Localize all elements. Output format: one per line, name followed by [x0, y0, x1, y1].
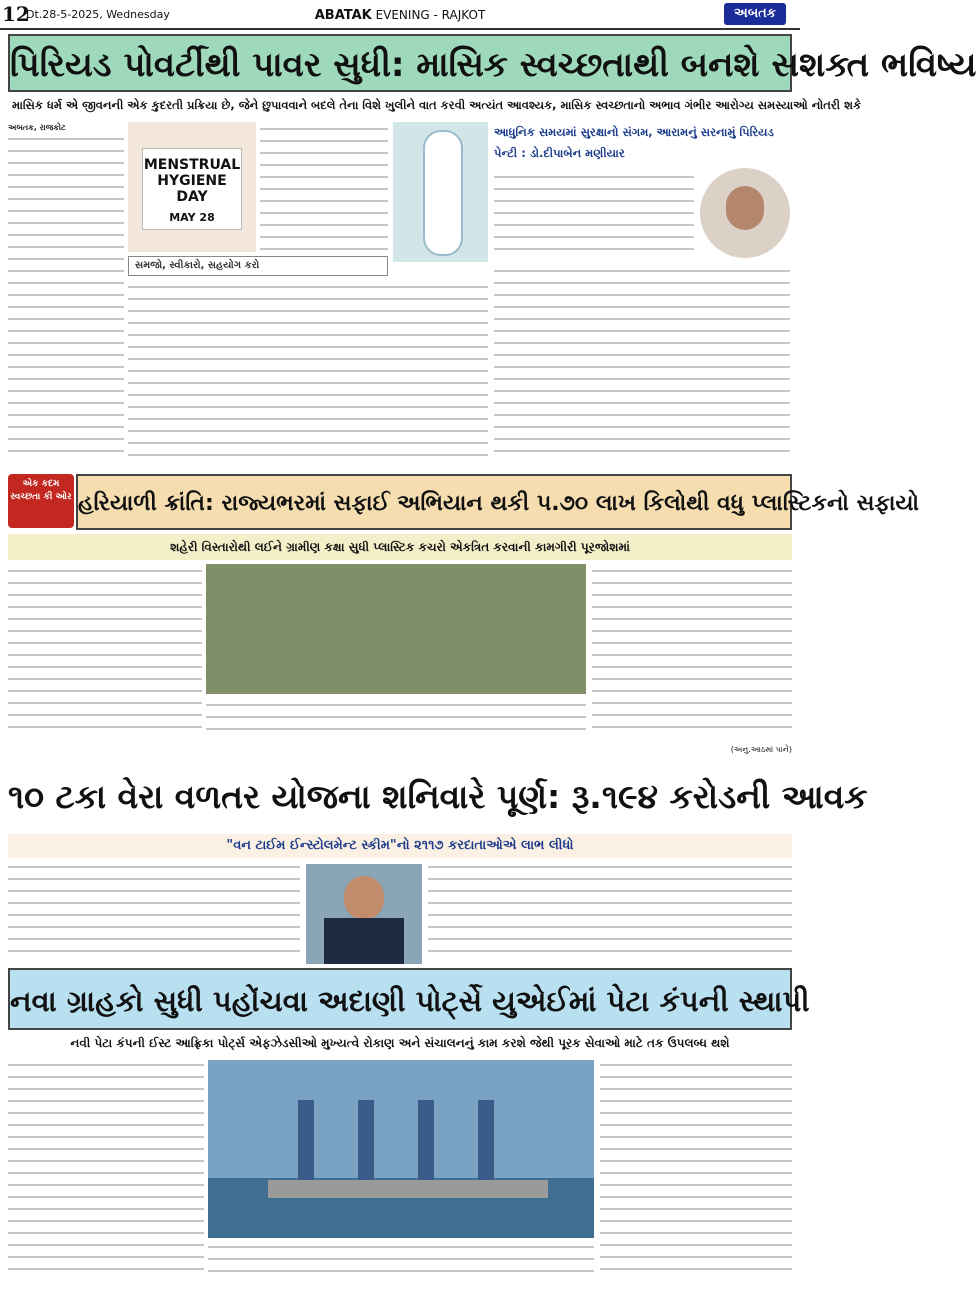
sanitary-pad-image: [393, 122, 488, 262]
story1-column-2: [260, 122, 388, 252]
cleanup-drive-photo: [206, 564, 586, 694]
menstrual-hygiene-day-image: [128, 122, 256, 252]
mhd-date: MAY 28: [169, 211, 215, 224]
masthead: [0, 0, 800, 30]
story4-column-1: [8, 1060, 204, 1282]
story3-subhead: "વન ટાઈમ ઈન્સ્ટોલમેન્ટ સ્કીમ"નો ૨૧૧૭ કરદાતાઓએ લાભ લીધો: [8, 834, 792, 858]
story1-column-4: [128, 282, 488, 462]
story2-subhead: શહેરી વિસ્તારોથી લઈને ગ્રામીણ કક્ષા સુધી પ્લાસ્ટિક કચરો એકત્રિત કરવાની કામગીરી પૂરજોશમાં: [8, 534, 792, 560]
paper-logo: અબતક: [724, 3, 786, 25]
story1-subhead: આધુનિક સમયમાં સુરક્ષાનો સંગમ, આરામનું સરનામું પિરિયડ પેન્ટી : ડો.દીપાબેન મણીયાર: [494, 125, 774, 160]
story1-column-1: [8, 122, 124, 462]
story3-headline: ૧૦ ટકા વેરા વળતર યોજના શનિવારે પૂર્ણ: રૂ.૧૯૪ કરોડની આવક: [8, 762, 792, 832]
story1-headline: પિરિયડ પોવર્ટીથી પાવર સુધી: માસિક સ્વચ્છતાથી બનશે સશક્ત ભવિષ્ય: [8, 34, 792, 92]
issue-date: Dt.28-5-2025, Wednesday: [26, 8, 170, 21]
story4-column-3: [600, 1060, 792, 1282]
edition: EVENING - RAJKOT: [375, 8, 486, 22]
story2-column-2: [206, 700, 586, 744]
doctor-portrait: [700, 168, 790, 258]
story1-box-caption: સમજો, સ્વીકારો, સહયોગ કરો: [128, 256, 388, 276]
story1-column-5: [494, 266, 790, 462]
story4-column-2: [208, 1242, 594, 1282]
page-number: 12: [2, 2, 30, 26]
story2-tag: એક કદમ સ્વચ્છતા કી ઓર: [8, 474, 74, 528]
story4-headline: નવા ગ્રાહકો સુધી પહોંચવા અદાણી પોર્ટ્સે યુએઈમાં પેટા કંપની સ્થાપી: [8, 968, 792, 1030]
story4-subhead: નવી પેટા કંપની ઈસ્ટ આફ્રિકા પોર્ટ્સ એફઝેડસીઓ મુખ્યત્વે રોકાણ અને સંચાલનનું કામ કરશે જેથી પૂરક સેવાઓ માટે તક ઉપલબ્ધ થશે: [70, 1036, 730, 1050]
mhd-card: [142, 148, 242, 230]
story1-column-3: [494, 172, 694, 262]
story2-continuation: (અનુ.આઠમાં પાને): [730, 745, 792, 754]
story1-dateline: અબતક, રાજકોટ: [8, 123, 66, 132]
story3-column-1: [8, 862, 300, 964]
port-cranes-photo: [208, 1060, 594, 1238]
paper-title: ABATAK: [314, 8, 372, 23]
paper-name: [300, 6, 500, 24]
story2-column-3: [592, 566, 792, 742]
mhd-title: MENSTRUAL HYGIENE DAY: [143, 157, 241, 205]
story1-deck: માસિક ધર્મ એ જીવનની એક કુદરતી પ્રક્રિયા છે, જેને છુપાવવાને બદલે તેના વિશે ખુલીને વાત કરવી અત્યંત આવશ્યક, માસિક સ્વચ્છતાનો અભાવ ગંભીર આરોગ્ય સમસ્યાઓ નોતરી શકે: [12, 98, 862, 112]
story2-column-1: [8, 566, 202, 742]
story2-headline: હરિયાળી ક્રાંતિ: રાજ્યભરમાં સફાઈ અભિયાન થકી ૫.૭૦ લાખ કિલોથી વધુ પ્લાસ્ટિકનો સફાયો: [76, 474, 792, 530]
official-portrait: [306, 864, 422, 964]
story3-column-2: [428, 862, 792, 964]
